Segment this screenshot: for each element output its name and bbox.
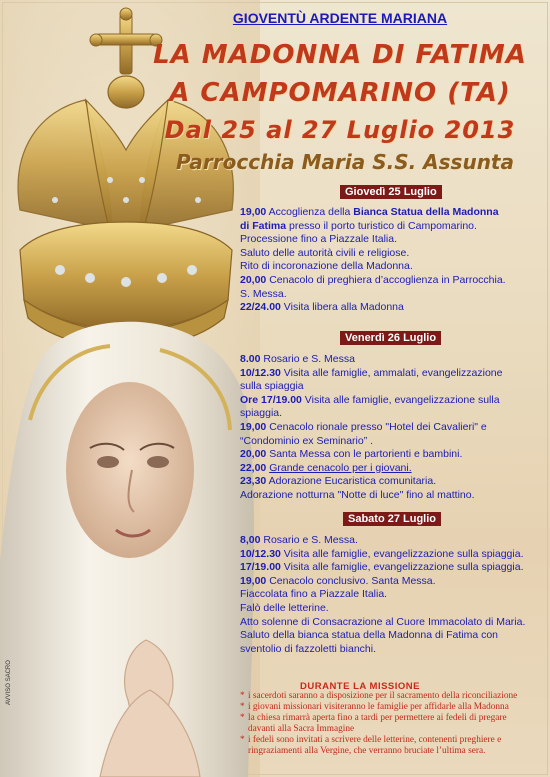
schedule-line: sulla spiaggia xyxy=(240,380,304,393)
schedule-line: Rito di incoronazione della Madonna. xyxy=(240,260,413,273)
schedule-line: Fiaccolata fino a Piazzale Italia. xyxy=(240,588,388,601)
mission-notes xyxy=(240,691,545,758)
schedule-line: 10/12.30 Visita alle famiglie, evangelizzazione sulla spiaggia. xyxy=(240,547,524,560)
schedule-line: 8.00 Rosario e S. Messa xyxy=(240,353,355,365)
day-schedule-thursday xyxy=(240,206,540,315)
mission-item: * i fedeli sono invitati a scrivere delle letterine, contenenti preghiere e xyxy=(240,735,502,746)
schedule-line: Saluto della bianca statua della Madonna di Fatima con xyxy=(240,629,498,642)
schedule-line: 20,00 Cenacolo di preghiera d’accoglienza in Parrocchia. xyxy=(240,273,506,286)
parish-name: Parrocchia Maria S.S. Assunta xyxy=(176,150,514,174)
day-schedule-saturday xyxy=(240,534,540,656)
schedule-line: di Fatima presso il porto turistico di Campomarino. xyxy=(240,219,477,232)
mission-title: DURANTE LA MISSIONE xyxy=(300,681,420,692)
schedule-line: 19,00 Accoglienza della Bianca Statua della Madonna xyxy=(240,206,499,218)
mission-item-continuation: ringraziamenti alla Vergine, che verranno bruciate l’ultima sera. xyxy=(248,746,486,757)
asterisk-icon: * xyxy=(240,713,245,724)
statue-face xyxy=(66,382,194,558)
title-line-2: A CAMPOMARINO (TA) xyxy=(169,78,511,108)
day-header-thursday: Giovedì 25 Luglio xyxy=(340,185,442,199)
schedule-line: 8,00 Rosario e S. Messa. xyxy=(240,534,358,546)
schedule-line: Falò delle letterine. xyxy=(240,601,329,614)
schedule-line: Ore 17/19.00 Visita alle famiglie, evangelizzazione sulla xyxy=(240,393,500,406)
schedule-line: 17/19.00 Visita alle famiglie, evangelizzazione sulla spiaggia. xyxy=(240,561,524,574)
asterisk-icon: * xyxy=(240,735,245,746)
schedule-line: 22/24.00 Visita libera alla Madonna xyxy=(240,301,404,314)
watermark-text: AVVISO SACRO xyxy=(6,660,12,705)
mission-item: * i sacerdoti saranno a disposizione per il sacramento della riconciliazione xyxy=(240,691,518,701)
day-header-saturday: Sabato 27 Luglio xyxy=(343,512,441,526)
day-schedule-friday xyxy=(240,353,540,503)
schedule-line: 20,00 Santa Messa con le partorienti e bambini. xyxy=(240,448,463,461)
mission-item-continuation: davanti alla Sacra Immagine xyxy=(248,724,355,735)
mission-item: * la chiesa rimarrà aperta fino a tardi per permettere ai fedeli di pregare xyxy=(240,713,507,724)
top-label: GIOVENTÙ ARDENTE MARIANA xyxy=(232,10,448,26)
schedule-line: 10/12.30 Visita alle famiglie, ammalati, evangelizzazione xyxy=(240,366,503,379)
schedule-line: “Condominio ex Seminario” . xyxy=(240,434,374,447)
asterisk-icon: * xyxy=(240,702,245,713)
title-line-1: LA MADONNA DI FATIMA xyxy=(153,40,527,70)
schedule-line: S. Messa. xyxy=(240,287,287,300)
schedule-line: Atto solenne di Consacrazione al Cuore Immacolato di Maria. xyxy=(240,615,526,628)
schedule-line: Saluto delle autorità civili e religiose. xyxy=(240,246,410,259)
schedule-line: spiaggia. xyxy=(240,407,283,420)
schedule-line: sventolio di fazzoletti bianchi. xyxy=(240,642,376,655)
schedule-line: 23,30 Adorazione Eucaristica comunitaria. xyxy=(240,475,437,488)
mission-item: * i giovani missionari visiteranno le famiglie per affidarle alla Madonna xyxy=(240,702,509,713)
schedule-line: 19,00 Cenacolo rionale presso "Hotel dei Cavalieri" e xyxy=(240,420,487,433)
title-line-3: Dal 25 al 27 Luglio 2013 xyxy=(164,116,516,144)
asterisk-icon: * xyxy=(240,691,245,701)
day-header-friday: Venerdì 26 Luglio xyxy=(340,331,441,345)
schedule-line: Processione fino a Piazzale Italia. xyxy=(240,233,398,246)
schedule-line: Adorazione notturna "Notte di luce" fino al mattino. xyxy=(240,488,475,501)
schedule-line: 22,00 Grande cenacolo per i giovani. xyxy=(240,461,412,474)
schedule-line: 19,00 Cenacolo conclusivo. Santa Messa. xyxy=(240,574,436,587)
